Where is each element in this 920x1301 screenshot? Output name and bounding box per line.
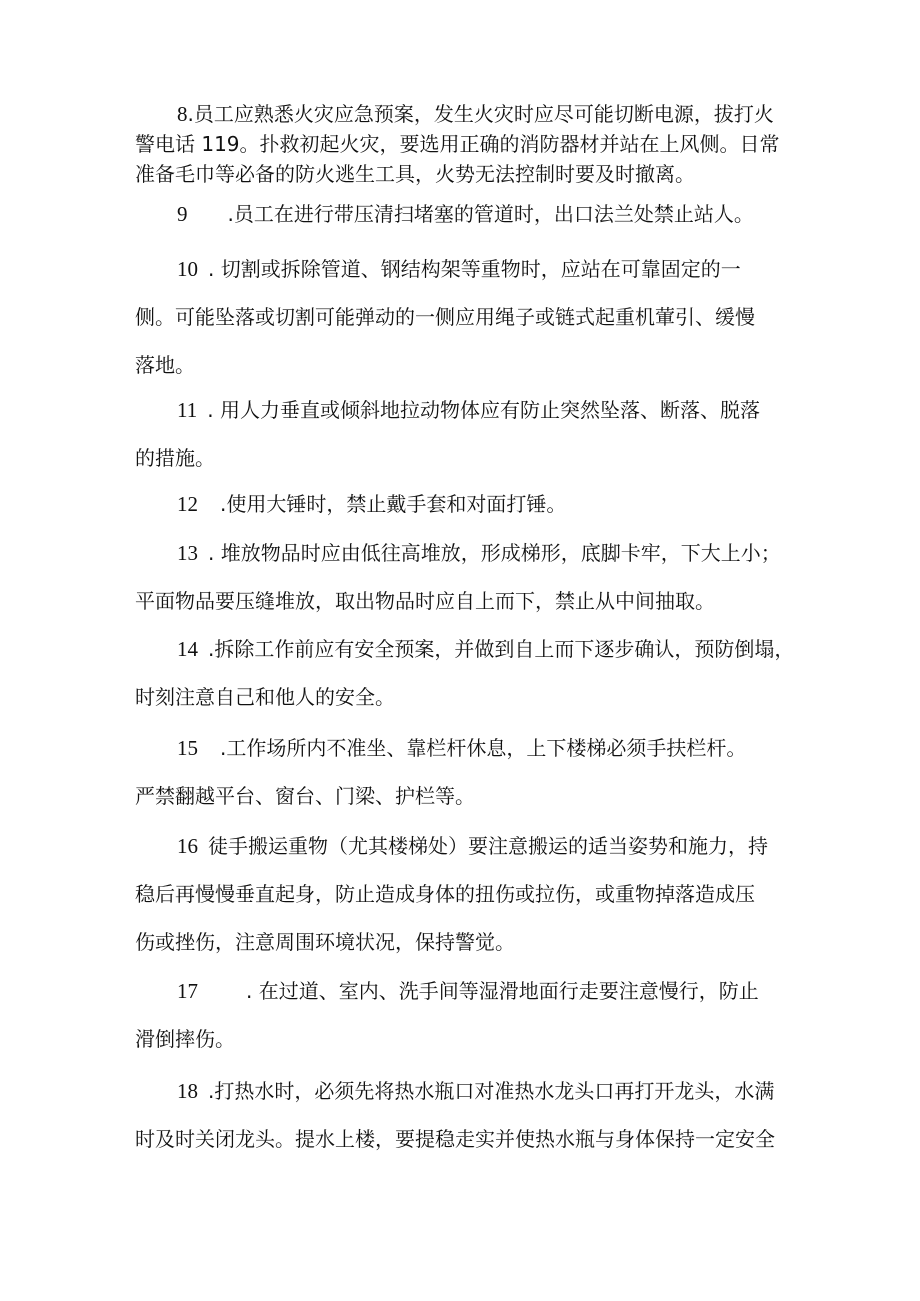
item-text: 稳后再慢慢垂直起身，防止造成身体的扭伤或拉伤，或重物掉落造成压: [135, 882, 755, 906]
item-number: 8: [177, 102, 188, 126]
item-text: .打热水时，必须先将热水瓶口对准热水龙头口再打开龙头，水满: [208, 1079, 775, 1103]
item-8: [135, 99, 785, 189]
item-text: . 堆放物品时应由低往高堆放，形成梯形，底脚卡牢，下大上小；: [208, 541, 781, 565]
item-text: 侧。可能坠落或切割可能弹动的一侧应用绳子或链式起重机葷引、缓慢: [135, 305, 755, 329]
item-text: 伤或挫伤，注意周围环境状况，保持警觉。: [135, 930, 515, 954]
item-text: .使用大锤时，禁止戴手套和对面打锤。: [220, 492, 567, 516]
item-16: [135, 822, 785, 966]
item-text: 的措施。: [135, 446, 215, 470]
item-13: [135, 529, 785, 625]
item-number: 12: [177, 492, 198, 516]
item-text: .工作场所内不准坐、靠栏杆休息，上下楼梯必须手扶栏杆。: [220, 736, 747, 760]
item-15: [135, 724, 785, 820]
item-text: 徒手搬运重物（尤其楼梯处）要注意搬运的适当姿势和施力，持: [208, 834, 768, 858]
item-14: [135, 625, 795, 721]
item-number: 14: [177, 637, 198, 661]
item-text: .拆除工作前应有安全预案，并做到自上而下逐步确认，预防倒塌，: [208, 637, 795, 661]
item-text: 平面物品要压缝堆放，取出物品时应自上而下，禁止从中间抽取。: [135, 589, 715, 613]
item-text: 落地。: [135, 353, 195, 377]
item-text: 滑倒摔伤。: [135, 1027, 235, 1051]
item-11: [135, 386, 785, 482]
item-number: 16: [177, 834, 198, 858]
item-text: 警电话 119。扑救初起火灾，要选用正确的消防器材并站在上风侧。日常: [135, 132, 780, 156]
item-text: 严禁翻越平台、窗台、门梁、护栏等。: [135, 784, 475, 808]
item-number: 17: [177, 979, 198, 1003]
item-text: 时及时关闭龙头。提水上楼，要提稳走实并使热水瓶与身体保持一定安全: [135, 1127, 775, 1151]
item-number: 18: [177, 1079, 198, 1103]
item-text: 准备毛巾等必备的防火逃生工具，火势无法控制时要及时撤离。: [135, 162, 695, 186]
item-18: [135, 1067, 785, 1163]
item-12: [135, 480, 785, 528]
item-text: . 在过道、室内、洗手间等湿滑地面行走要注意慢行，防止: [246, 979, 759, 1003]
item-17: [135, 967, 785, 1063]
item-number: 9: [177, 202, 188, 226]
item-number: 10: [177, 257, 198, 281]
item-text: 时刻注意自己和他人的安全。: [135, 685, 395, 709]
item-number: 13: [177, 541, 198, 565]
item-number: 15: [177, 736, 198, 760]
item-9: [135, 199, 785, 229]
item-number: 11: [177, 398, 198, 422]
item-text: .员工应熟悉火灾应急预案，发生火灾时应尽可能切断电源，拔打火: [187, 102, 774, 126]
item-text: .员工在进行带压清扫堵塞的管道时，出口法兰处禁止站人。: [227, 202, 754, 226]
item-text: . 切割或拆除管道、钢结构架等重物时，应站在可靠固定的一: [208, 257, 741, 281]
item-text: . 用人力垂直或倾斜地拉动物体应有防止突然坠落、断落、脱落: [207, 398, 760, 422]
item-10: [135, 245, 785, 389]
